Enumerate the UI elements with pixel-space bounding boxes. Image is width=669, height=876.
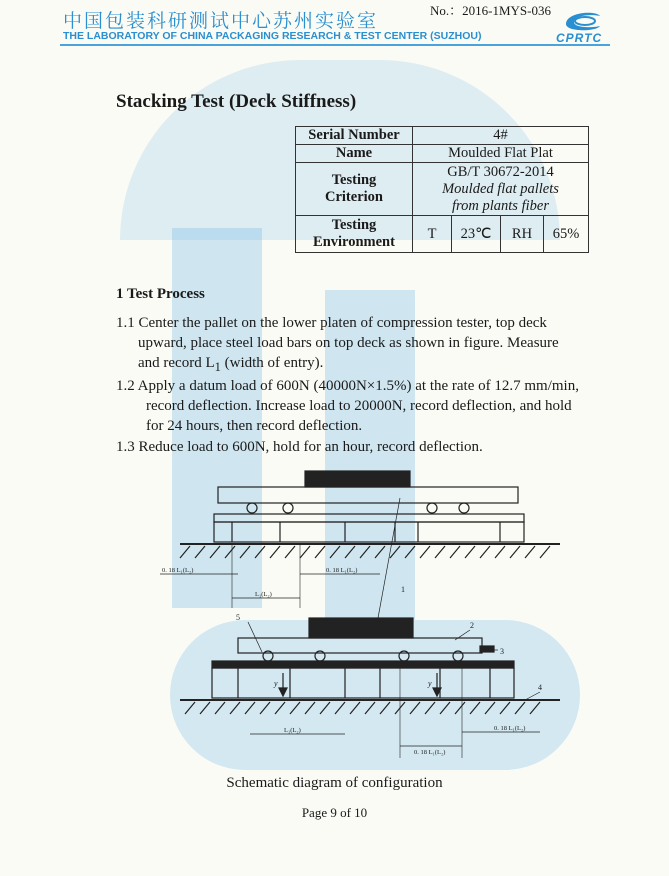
dim-l-bottom: L₁(L₂) xyxy=(284,727,301,734)
criterion-title-1: Moulded flat pallets xyxy=(442,180,559,197)
top-load-bar-3 xyxy=(427,503,437,513)
step-1-2-line3: for 24 hours, then record deflection. xyxy=(146,418,363,434)
dim-l-top: L₁(L₂) xyxy=(255,591,272,598)
environment-label-line1: Testing xyxy=(331,217,377,233)
name-value: Moulded Flat Plat xyxy=(413,145,589,163)
dim-018-top-left: 0. 18 L₁(L₂) xyxy=(162,567,194,574)
top-load-bar-2 xyxy=(283,503,293,513)
table-row xyxy=(296,163,589,216)
dim-018-bottom-right: 0. 18 L₁(L₂) xyxy=(494,725,526,732)
top-steel-plate xyxy=(218,487,518,503)
environment-label xyxy=(296,216,413,253)
report-number: No.：2016-1MYS-036 xyxy=(430,3,551,18)
top-load-block xyxy=(305,471,410,487)
callout-2: 2 xyxy=(470,621,474,630)
criterion-title-2: from plants fiber xyxy=(452,197,549,214)
callout-3: 3 xyxy=(500,647,504,656)
env-rh-value: 65% xyxy=(544,216,589,253)
criterion-standard: GB/T 30672-2014 xyxy=(447,163,554,180)
step-1-1-line1: 1.1 Center the pallet on the lower platen of compression tester, top deck xyxy=(116,315,547,331)
callout-1: 1 xyxy=(401,585,405,594)
callout-4: 4 xyxy=(538,683,542,692)
step-1-1-subscript: 1 xyxy=(214,360,221,374)
header-divider xyxy=(60,44,610,46)
dim-018-bottom-center: 0. 18 L₁(L₂) xyxy=(414,749,446,756)
top-pallet-body xyxy=(214,522,524,542)
criterion-label-line1: Testing xyxy=(331,172,377,188)
page-number: Page 9 of 10 xyxy=(301,805,368,820)
serial-label: Serial Number xyxy=(296,127,413,145)
y-label-right: y xyxy=(428,679,432,688)
lab-name-chinese: 中国包装科研测试中心苏州实验室 xyxy=(63,10,379,32)
name-label: Name xyxy=(296,145,413,163)
lab-name-english: THE LABORATORY OF CHINA PACKAGING RESEARCH & TEST CENTER (SUZHOU) xyxy=(63,30,482,42)
y-label-left: y xyxy=(274,679,278,688)
page-title: Stacking Test (Deck Stiffness) xyxy=(116,91,357,112)
env-t-value: 23℃ xyxy=(452,216,501,253)
step-1-1-line3-text: and record L xyxy=(138,355,215,371)
bottom-pallet-deck xyxy=(212,661,514,668)
dim-018-top-right: 0. 18 L₁(L₂) xyxy=(326,567,358,574)
figure-caption: Schematic diagram of configuration xyxy=(226,775,443,791)
env-rh-label: RH xyxy=(501,216,544,253)
table-row xyxy=(296,216,589,253)
step-1-3: 1.3 Reduce load to 600N, hold for an hour, record deflection. xyxy=(116,439,483,455)
table-row xyxy=(296,145,589,163)
environment-label-line2: Environment xyxy=(313,234,395,250)
bottom-steel-plate xyxy=(238,638,482,653)
env-t-label: T xyxy=(413,216,452,253)
table-row xyxy=(296,127,589,145)
step-1-2-line2: record deflection. Increase load to 20000N, record deflection, and hold xyxy=(146,398,572,414)
step-1-1 xyxy=(116,313,616,377)
criterion-value xyxy=(413,163,589,216)
step-1-1-line2: upward, place steel load bars on top deck as shown in figure. Measure xyxy=(138,335,559,351)
top-pallet-deck xyxy=(214,514,524,522)
criterion-label-line2: Criterion xyxy=(325,189,383,205)
bottom-pallet-body xyxy=(212,668,514,698)
sample-info-table xyxy=(295,126,589,253)
step-1-1-line3 xyxy=(116,353,616,377)
callout-5: 5 xyxy=(236,613,240,622)
configuration-diagram xyxy=(0,468,669,768)
top-load-bar-1 xyxy=(247,503,257,513)
step-1-2 xyxy=(116,376,616,436)
section-heading: 1 Test Process xyxy=(116,286,205,302)
logo-text: CPRTC xyxy=(556,31,603,45)
serial-value: 4# xyxy=(413,127,589,145)
top-load-bar-4 xyxy=(459,503,469,513)
step-1-1-line3-end: (width of entry). xyxy=(220,355,324,371)
criterion-label xyxy=(296,163,413,216)
step-1-2-line1: 1.2 Apply a datum load of 600N (40000N×1.5%) at the rate of 12.7 mm/min, xyxy=(116,378,579,394)
bottom-load-block xyxy=(309,618,413,638)
